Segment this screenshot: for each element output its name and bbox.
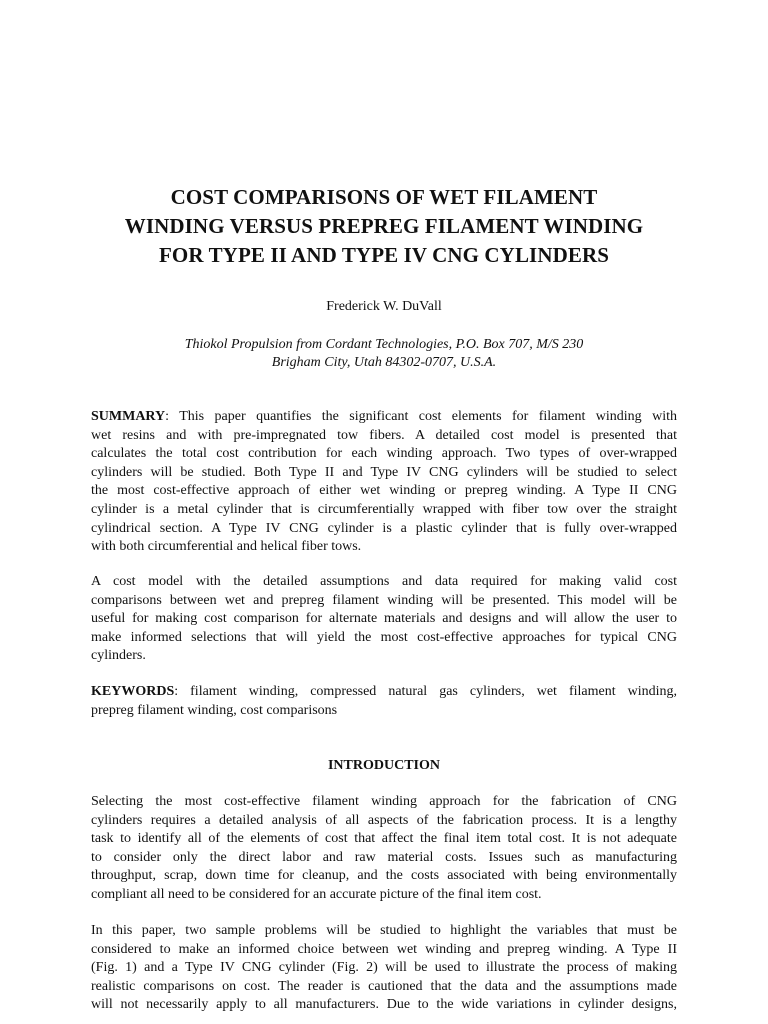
summary-line: cylinders will be studied. Both Type II and Type IV CNG cylinders will be studied to select xyxy=(91,464,677,480)
title-line: WINDING VERSUS PREPREG FILAMENT WINDING xyxy=(124,214,644,238)
summary-line: with both circumferential and helical fiber tows. xyxy=(91,539,362,555)
body-line: In this paper, two sample problems will be studied to highlight the variables that must be xyxy=(91,923,677,938)
keywords-line xyxy=(91,683,677,702)
body-line: A cost model with the detailed assumptions and data required for making valid cost xyxy=(91,574,677,589)
affiliation-line: Brigham City, Utah 84302-0707, U.S.A. xyxy=(271,355,497,370)
affiliation-line: Thiokol Propulsion from Cordant Technologies, P.O. Box 707, M/S 230 xyxy=(184,337,584,352)
keywords-paragraph xyxy=(91,683,677,720)
paper-title xyxy=(60,183,708,270)
keywords-line-text: : filament winding, compressed natural gas cylinders, wet filament winding, xyxy=(174,684,677,699)
body-line: comparisons between wet and prepreg filament winding will be presented. This model will be xyxy=(91,592,677,608)
body-line: (Fig. 1) and a Type IV CNG cylinder (Fig. 2) will be used to illustrate the process of making xyxy=(91,960,677,976)
body-line: useful for making cost comparison for alternate materials and designs and will allow the user to xyxy=(91,611,677,627)
body-line: realistic comparisons on cost. The reader is cautioned that the data and the assumptions made xyxy=(91,978,677,994)
cost-model-paragraph xyxy=(91,573,677,666)
author-affiliation xyxy=(0,336,768,372)
summary-paragraph xyxy=(91,408,677,557)
title-line: FOR TYPE II AND TYPE IV CNG CYLINDERS xyxy=(158,243,610,267)
introduction-heading: INTRODUCTION xyxy=(327,758,440,773)
summary-line: wet resins and with pre-impregnated tow fibers. A detailed cost model is presented that xyxy=(91,427,677,443)
body-line: throughput, scrap, down time for cleanup, and the costs associated with being environmentally xyxy=(91,868,677,884)
title-line: COST COMPARISONS OF WET FILAMENT xyxy=(170,185,598,209)
summary-line: calculates the total cost contribution for each winding approach. Two types of over-wrapped xyxy=(91,446,677,462)
body-line: cylinders requires a detailed analysis of all aspects of the fabrication process. It is a lengthy xyxy=(91,812,677,828)
body-line: will not necessarily apply to all manufacturers. Due to the wide variations in cylinder designs, xyxy=(91,997,677,1013)
body-line: cylinders. xyxy=(91,648,146,664)
intro-paragraph-1 xyxy=(91,793,677,905)
body-line: compliant all need to be considered for an accurate picture of the final item cost. xyxy=(91,886,542,902)
author-name: Frederick W. DuVall xyxy=(326,299,442,314)
keywords-line: prepreg filament winding, cost comparisons xyxy=(91,702,338,718)
body-line: Selecting the most cost-effective filament winding approach for the fabrication of CNG xyxy=(91,794,677,809)
summary-line xyxy=(91,408,677,427)
body-line: make informed selections that will yield the most cost-effective approaches for typical CNG xyxy=(91,629,677,645)
intro-paragraph-2 xyxy=(91,922,677,1015)
body-line: task to identify all of the elements of cost that affect the final item total cost. It is not adequate xyxy=(91,831,677,847)
summary-line: the most cost-effective approach of either wet winding or prepreg winding. A Type II CNG xyxy=(91,483,677,499)
summary-line: cylindrical section. A Type IV CNG cylinder is a plastic cylinder that is fully over-wrapped xyxy=(91,520,677,536)
summary-line-text: : This paper quantifies the significant cost elements for filament winding with xyxy=(165,409,677,424)
keywords-label: KEYWORDS xyxy=(91,684,175,699)
body-line: considered to make an informed choice between wet winding and prepreg winding. A Type II xyxy=(91,941,677,957)
summary-label: SUMMARY xyxy=(91,409,166,424)
body-line: to consider only the direct labor and raw material costs. Issues such as manufacturing xyxy=(91,849,677,865)
summary-line: cylinder is a metal cylinder that is circumferentially wrapped with fiber tow over the straight xyxy=(91,501,677,517)
